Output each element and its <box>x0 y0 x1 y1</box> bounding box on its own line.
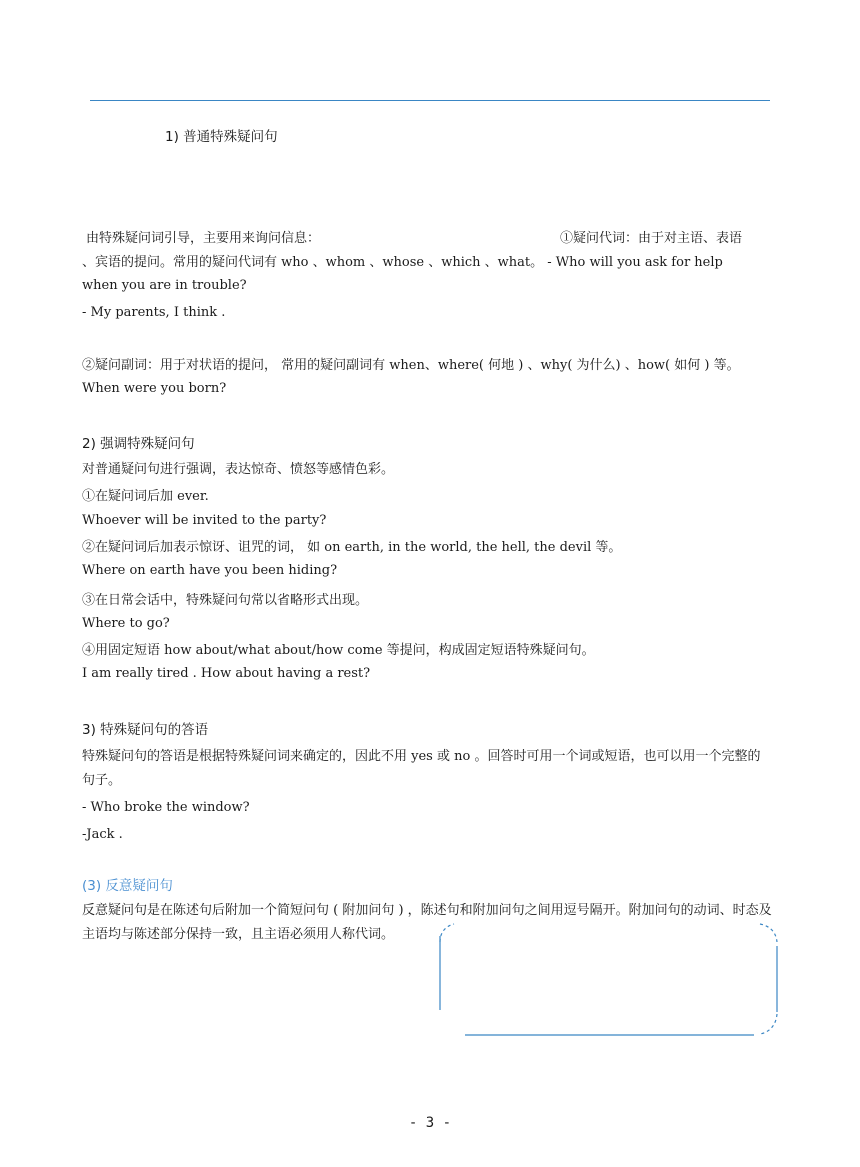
heading-wh-question-answers: 3) 特殊疑问句的答语 <box>82 722 209 738</box>
pronoun-line: 、宾语的提问。常用的疑问代词有 who 、whom 、whose 、which 、what。 - Who will you ask for help <box>82 255 723 270</box>
tired-line: I am really tired . How about having a rest? <box>82 666 371 681</box>
trouble-line: when you are in trouble? <box>82 278 247 293</box>
where-to-go-line: Where to go? <box>82 616 170 631</box>
heading-tag-questions: (3) 反意疑问句 <box>82 878 173 894</box>
jack-line: -Jack . <box>82 827 123 842</box>
intro-text-left: 由特殊疑问词引导，主要用来询问信息： <box>86 231 321 246</box>
born-line: When were you born? <box>82 381 227 396</box>
ever-line: ①在疑问词后加 ever. <box>82 489 209 504</box>
emphasis-line: 对普通疑问句进行强调，表达惊奇、愤怒等感情色彩。 <box>82 462 395 477</box>
heading-ordinary-wh-questions: 1) 普通特殊疑问句 <box>165 129 278 145</box>
hiding-line: Where on earth have you been hiding? <box>82 563 338 578</box>
whoever-line: Whoever will be invited to the party? <box>82 513 327 528</box>
intro-text-right: ①疑问代词：由于对主语、表语 <box>560 231 743 246</box>
tag-question-paragraph: 反意疑问句是在陈述句后附加一个简短问句 ( 附加问句 ) ，陈述句和附加问句之间用逗号隔开。附加问句的动词、时态及主语均与陈述部分保持一致，且主语必须用人称代词。 <box>82 903 772 942</box>
page-number: - 3 - <box>408 1115 452 1131</box>
fixed-phrase-line: ④用固定短语 how about/what about/how come 等提问，构成固定短语特殊疑问句。 <box>82 643 595 658</box>
window-line: - Who broke the window? <box>82 800 250 815</box>
adverb-line: ②疑问副词：用于对状语的提问， 常用的疑问副词有 when、where( 何地 ) 、why( 为什么) 、how( 如何 ) 等。 <box>82 358 740 373</box>
ellipsis-line: ③在日常会话中，特殊疑问句常以省略形式出现。 <box>82 593 369 608</box>
earth-line: ②在疑问词后加表示惊讶、诅咒的词， 如 on earth, in the world, the hell, the devil 等。 <box>82 540 622 555</box>
parents-line: - My parents, I think . <box>82 305 226 320</box>
answer-paragraph: 特殊疑问句的答语是根据特殊疑问词来确定的，因此不用 yes 或 no 。回答时可用一个词或短语，也可以用一个完整的句子。 <box>82 749 761 788</box>
heading-emphatic-wh-questions: 2) 强调特殊疑问句 <box>82 436 195 452</box>
